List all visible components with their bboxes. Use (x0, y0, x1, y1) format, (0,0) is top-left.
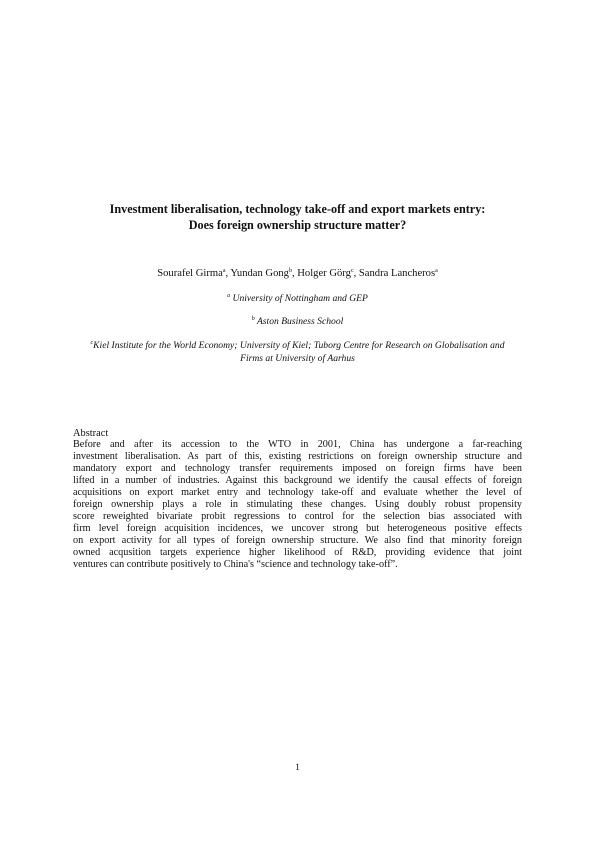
affiliation (70, 292, 525, 305)
title-line: Does foreign ownership structure matter? (188, 218, 407, 232)
affiliation-text: Firms at University of Aarhus (240, 353, 355, 364)
affiliation-mark: a (435, 268, 438, 274)
author-separator: , (225, 268, 231, 279)
author-separator: , (291, 268, 298, 279)
affiliation-mark: b (288, 268, 292, 274)
abstract-line: firm level foreign acquisition incidences, we uncover strong but heterogeneous positive effects (73, 523, 522, 534)
abstract-line: lifted in a number of industries. Against this background we identify the causal effects of foreign (73, 475, 522, 486)
affiliation-text: Kiel Institute for the World Economy; University of Kiel; Tuborg Centre for Research on Globalisation and (93, 340, 505, 351)
page-number: 1 (295, 762, 300, 773)
abstract-heading: Abstract (73, 428, 109, 439)
title-line: Investment liberalisation, technology take-off and export markets entry: (109, 202, 486, 216)
author (157, 268, 230, 279)
abstract-line: score reweighted bivariate probit regressions to control for the selection bias associated with (73, 511, 522, 522)
author-name: Yundan Gong (230, 268, 289, 279)
abstract-body (73, 439, 522, 571)
author-name: Sandra Lancheros (358, 268, 436, 279)
author-list (40, 267, 555, 281)
affiliation (70, 315, 525, 328)
paper-title (60, 201, 535, 233)
author-name: Sourafel Girma (157, 268, 223, 279)
abstract-line: Before and after its accession to the WTO in 2001, China has undergone a far-reaching (73, 439, 522, 450)
affiliation-mark: b (251, 316, 255, 322)
abstract-line: foreign ownership plays a role in stimulating these changes. Using doubly robust propensity (73, 499, 522, 510)
author-separator: , (353, 268, 359, 279)
abstract-line: owned acqusition targets experience higher likelihood of R&D, providing evidence that joint (73, 547, 522, 558)
affiliation-mark: a (227, 293, 231, 299)
abstract-line: acquisitions on export market entry and technology take-off and evaluate whether the level of (73, 487, 522, 498)
author-name: Holger Görg (297, 268, 351, 279)
author (297, 268, 359, 279)
affiliation-text: Aston Business School (256, 316, 344, 327)
abstract-line: on export activity for all types of foreign ownership structure. We also find that minority foreign (73, 535, 522, 546)
affiliation-mark: a (222, 268, 226, 274)
affiliation-text: University of Nottingham and GEP (232, 293, 368, 304)
abstract-line: ventures can contribute positively to China's “science and technology take-off”. (73, 559, 398, 570)
affiliation (70, 339, 525, 365)
affiliation-mark: c (350, 268, 354, 274)
author (230, 268, 297, 279)
affiliation-mark: c (90, 340, 94, 346)
abstract-line: investment liberalisation. As part of this, existing restrictions on foreign ownership structure and (73, 451, 522, 462)
author (359, 268, 438, 279)
abstract-line: mandatory export and technology transfer requirements imposed on foreign firms have been (73, 463, 522, 474)
